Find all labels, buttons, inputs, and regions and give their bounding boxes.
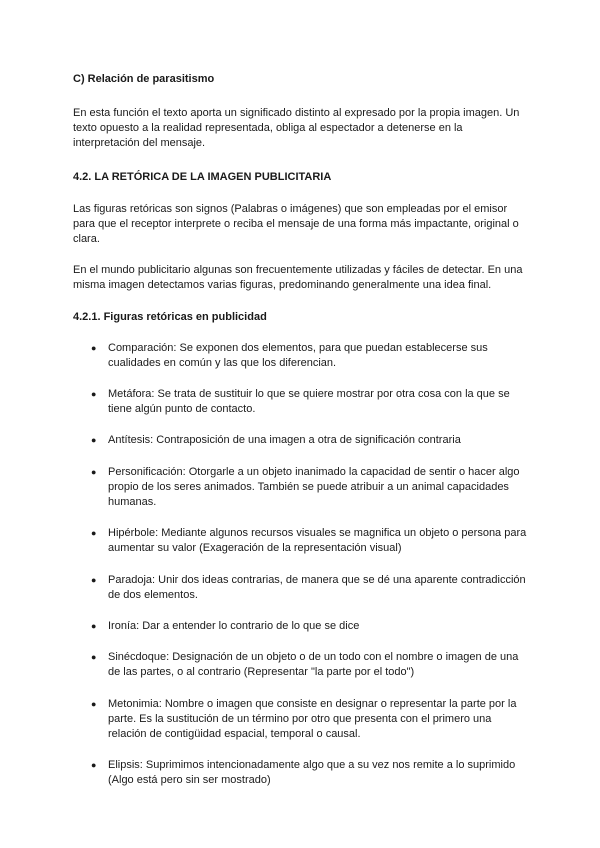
list-item bbox=[73, 433, 530, 448]
bullet-icon: ● bbox=[91, 389, 97, 400]
section-c-heading: C) Relación de parasitismo bbox=[73, 73, 215, 85]
list-item bbox=[73, 619, 530, 634]
list-item-text: Metáfora: Se trata de sustituir lo que se quiere mostrar por otra cosa con la que se tiene algún punto de contacto. bbox=[108, 388, 510, 416]
list-item-text: Paradoja: Unir dos ideas contrarias, de manera que se dé una aparente contradicción de dos elementos. bbox=[108, 573, 526, 601]
bullet-icon: ● bbox=[91, 652, 97, 663]
list-item-text: Antítesis: Contraposición de una imagen a otra de significación contraria bbox=[108, 434, 461, 447]
list-item bbox=[73, 465, 530, 511]
bullet-icon: ● bbox=[91, 435, 97, 446]
list-item-text: Hipérbole: Mediante algunos recursos visuales se magnifica un objeto o persona para aumentar su valor (Exageración de la representación visual) bbox=[108, 527, 527, 555]
list-item-text: Metonimia: Nombre o imagen que consiste en designar o representar la parte por la parte. Es la sustitución de un término por otro que presenta con el primero una relación de contigüidad espacial, temporal o causal. bbox=[108, 697, 517, 741]
bullet-icon: ● bbox=[91, 621, 97, 632]
bullet-icon: ● bbox=[91, 466, 97, 477]
list-item bbox=[73, 650, 530, 680]
list-item-text: Sinécdoque: Designación de un objeto o de un todo con el nombre o imagen de una de las partes, o al contrario (Representar "la parte por el todo") bbox=[108, 651, 519, 679]
section-4-2-heading: 4.2. LA RETÓRICA DE LA IMAGEN PUBLICITARIA bbox=[73, 170, 332, 183]
list-item bbox=[73, 526, 530, 556]
section-c-paragraph: En esta función el texto aporta un significado distinto al expresado por la propia imagen. Un texto opuesto a la realidad representada, obliga al espectador a detenerse en la interpretación del mensaje. bbox=[73, 107, 520, 150]
bullet-icon: ● bbox=[91, 528, 97, 539]
list-item-text: Comparación: Se exponen dos elementos, para que puedan establecerse sus cualidades en común y las que los diferencian. bbox=[108, 341, 488, 369]
section-4-2-1-heading: 4.2.1. Figuras retóricas en publicidad bbox=[73, 310, 267, 323]
bullet-icon: ● bbox=[91, 760, 97, 771]
list-item-text: Ironía: Dar a entender lo contrario de lo que se dice bbox=[108, 620, 360, 633]
rhetorical-figures-list bbox=[73, 341, 530, 789]
list-item-text: Personificación: Otorgarle a un objeto inanimado la capacidad de sentir o hacer algo propio de los seres animados. También se puede atribuir a un animal capacidades humanas. bbox=[108, 465, 520, 509]
list-item-text: Elipsis: Suprimimos intencionadamente algo que a su vez nos remite a lo suprimido (Algo está pero sin ser mostrado) bbox=[108, 759, 516, 787]
bullet-icon: ● bbox=[91, 698, 97, 709]
section-4-2-paragraph-2: En el mundo publicitario algunas son frecuentemente utilizadas y fáciles de detectar. En una misma imagen detectamos varias figuras, predominando generalmente una idea final. bbox=[73, 264, 523, 292]
bullet-icon: ● bbox=[91, 574, 97, 585]
list-item bbox=[73, 341, 530, 371]
list-item bbox=[73, 387, 530, 417]
bullet-icon: ● bbox=[91, 342, 97, 353]
section-4-2-paragraph-1: Las figuras retóricas son signos (Palabras o imágenes) que son empleadas por el emisor para que el receptor interprete o reciba el mensaje de una forma más impactante, original o clara. bbox=[73, 202, 519, 246]
list-item bbox=[73, 573, 530, 603]
list-item bbox=[73, 758, 530, 788]
list-item bbox=[73, 697, 530, 743]
